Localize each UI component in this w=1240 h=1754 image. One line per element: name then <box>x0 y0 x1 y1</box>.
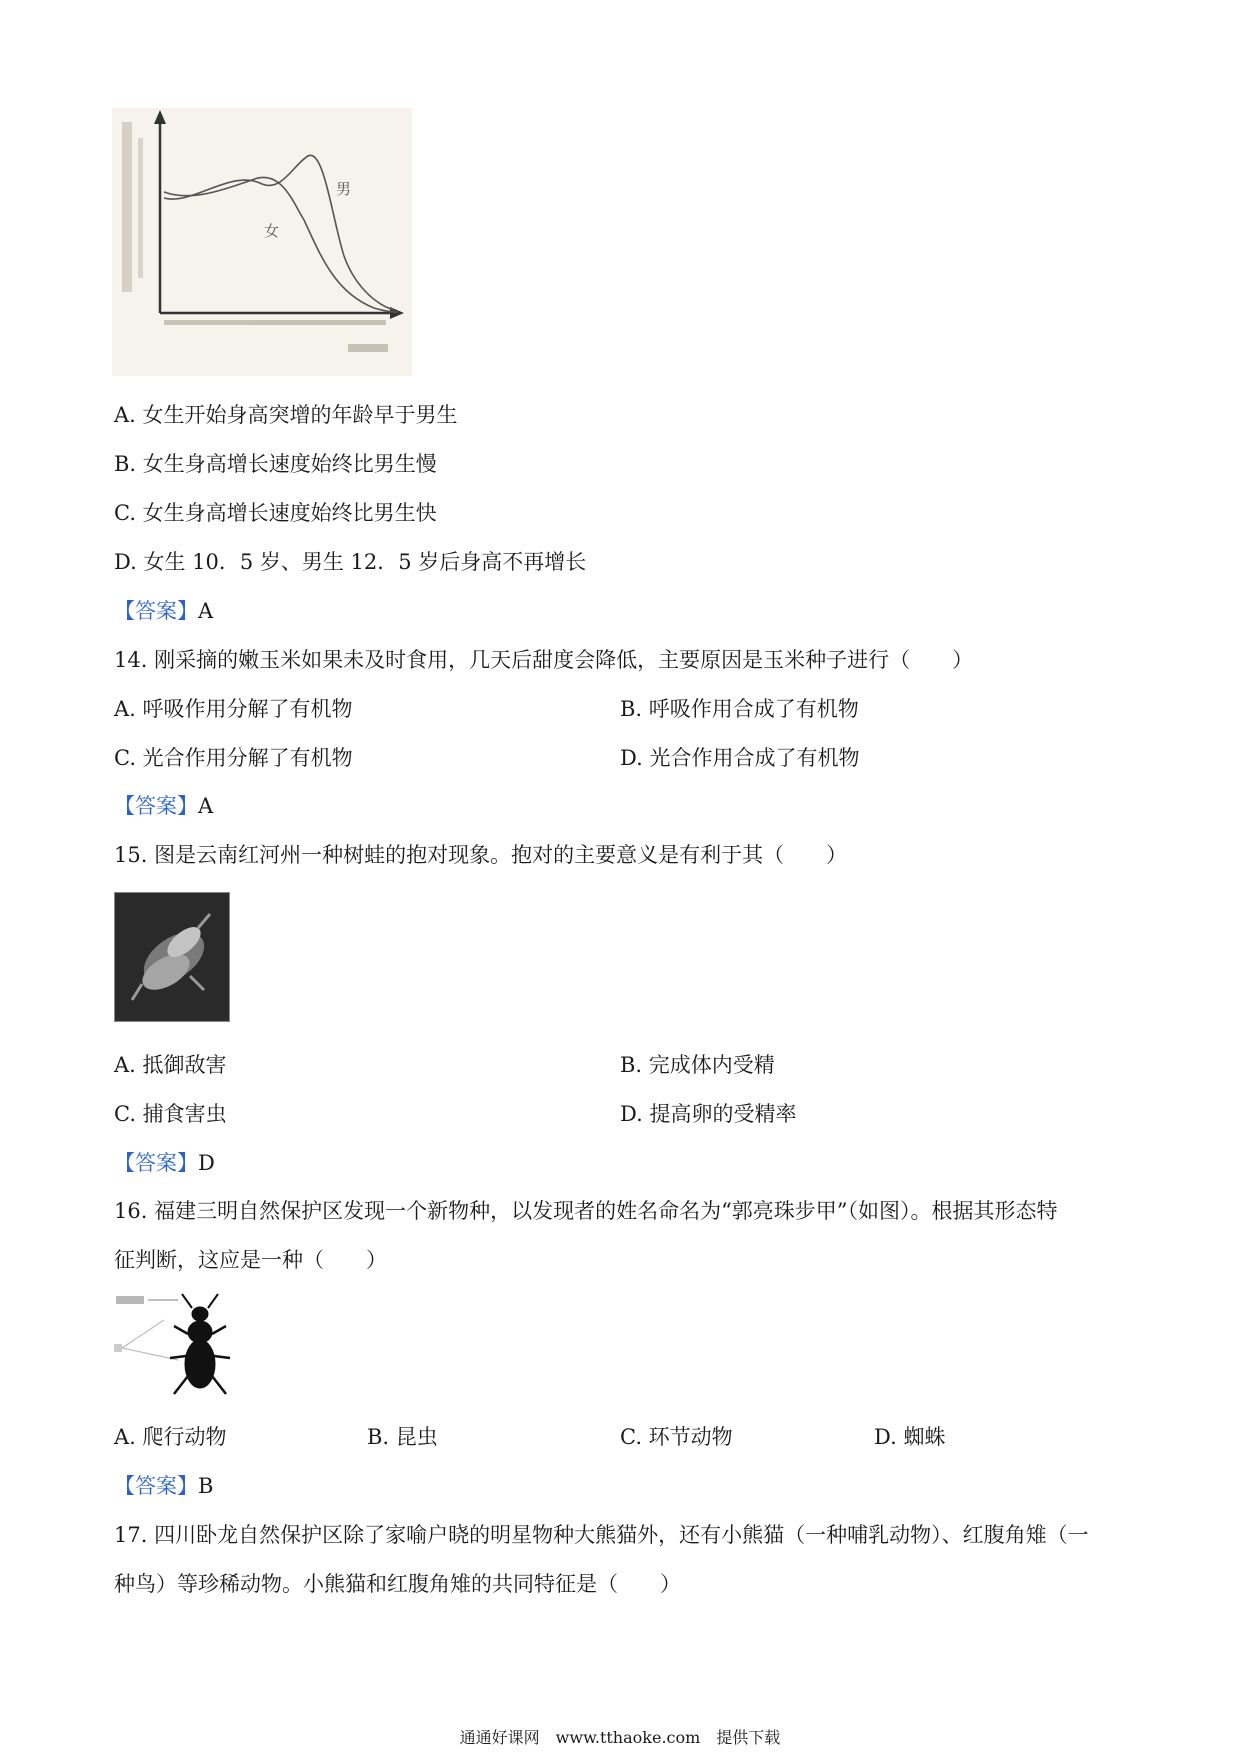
answer-value: A <box>198 794 214 818</box>
answer-value: B <box>198 1474 214 1498</box>
page-footer: 通通好课网 www.tthaoke.com 提供下载 <box>459 1728 781 1747</box>
answer-value: D <box>198 1151 215 1175</box>
answer-tag: 【答案】 <box>114 1474 198 1498</box>
answer-tag: 【答案】 <box>114 1151 198 1175</box>
q16-option-a: A. 爬行动物 <box>114 1425 227 1449</box>
q17-stem-line1: 17. 四川卧龙自然保护区除了家喻户晓的明星物种大熊猫外，还有小熊猫（一种哺乳动物）、红腹角雉（一 <box>114 1523 1089 1547</box>
q14-stem: 14. 刚采摘的嫩玉米如果未及时食用，几天后甜度会降低，主要原因是玉米种子进行（ ） <box>114 648 974 672</box>
growth-rate-chart <box>112 108 412 376</box>
answer-value: A <box>198 599 214 623</box>
q16-option-b: B. 昆虫 <box>367 1425 438 1449</box>
diagram-label-mark-2 <box>114 1344 122 1352</box>
q16-stem-line2: 征判断，这应是一种（ ） <box>114 1248 387 1272</box>
q15-option-b: B. 完成体内受精 <box>620 1053 775 1077</box>
q15-answer <box>114 1148 215 1178</box>
q15-option-a: A. 抵御敌害 <box>114 1053 227 1077</box>
q14-option-b: B. 呼吸作用合成了有机物 <box>620 697 859 721</box>
q16-stem-line1: 16. 福建三明自然保护区发现一个新物种，以发现者的姓名命名为“郭亮珠步甲”（如图）。根据其形态特 <box>114 1199 1058 1223</box>
q14-option-d: D. 光合作用合成了有机物 <box>620 746 860 770</box>
q14-answer <box>114 791 213 821</box>
q14-option-a: A. 呼吸作用分解了有机物 <box>114 697 353 721</box>
q13-option-a: A. 女生开始身高突增的年龄早于男生 <box>114 403 458 427</box>
q16-answer <box>114 1471 213 1501</box>
answer-tag: 【答案】 <box>114 794 198 818</box>
q15-stem: 15. 图是云南红河州一种树蛙的抱对现象。抱对的主要意义是有利于其（ ） <box>114 843 848 867</box>
q15-option-c: C. 捕食害虫 <box>114 1102 227 1126</box>
q15-option-d: D. 提高卵的受精率 <box>620 1102 797 1126</box>
q13-option-b: B. 女生身高增长速度始终比男生慢 <box>114 452 437 476</box>
q16-option-c: C. 环节动物 <box>620 1425 733 1449</box>
q13-option-c: C. 女生身高增长速度始终比男生快 <box>114 501 437 525</box>
boys-curve-label: 男 <box>336 180 352 198</box>
q16-option-d: D. 蜘蛛 <box>874 1425 946 1449</box>
girls-curve-label: 女 <box>264 222 280 240</box>
q13-answer <box>114 596 213 626</box>
answer-tag: 【答案】 <box>114 599 198 623</box>
q13-option-d: D. 女生 10．5 岁、男生 12．5 岁后身高不再增长 <box>114 550 587 574</box>
q17-stem-line2: 种鸟）等珍稀动物。小熊猫和红腹角雉的共同特征是（ ） <box>114 1572 681 1596</box>
q14-option-c: C. 光合作用分解了有机物 <box>114 746 353 770</box>
tree-frog-photo <box>114 892 230 1022</box>
diagram-label-mark <box>116 1296 144 1304</box>
ground-beetle-diagram <box>112 1290 248 1408</box>
